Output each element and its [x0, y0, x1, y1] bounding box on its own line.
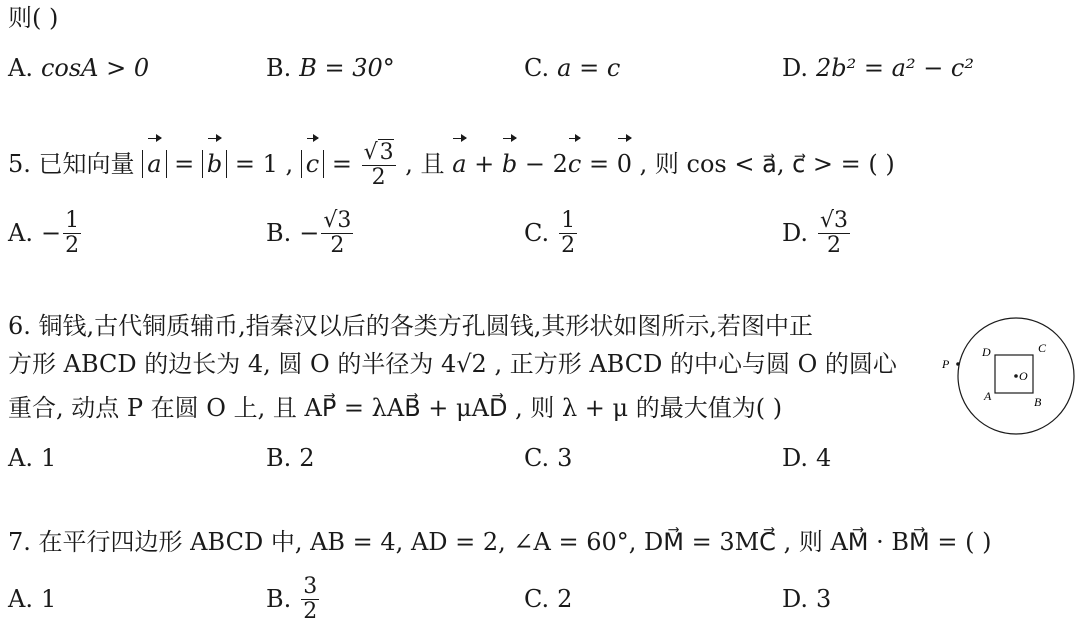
q5-stem-part-d: , 则 cos < a⃗, c⃗ > = ( )	[639, 150, 895, 178]
q5-stem-part-c: , 且	[405, 150, 445, 178]
q7-option-b[interactable]: B. $\frac{3}{2}$	[266, 573, 318, 624]
q6-stem-line-2: 方形 ABCD 的边长为 4, 圆 O 的半径为 4√2 , 正方形 ABCD 的中心与圆 O 的圆心	[8, 350, 897, 378]
q5-c-magnitude: $\frac{√3}{2}$	[363, 140, 394, 190]
label-a: A	[984, 389, 992, 403]
label-b: B	[1034, 395, 1042, 409]
label-p: P	[942, 357, 950, 371]
q5-options	[8, 207, 1068, 258]
q4-option-a[interactable]: A. cosA > 0	[8, 54, 150, 82]
q4-option-d[interactable]: D. 2b² = a² − c²	[782, 54, 974, 82]
coin-diagram	[942, 314, 1078, 438]
q7-option-c[interactable]: C. 2	[524, 585, 573, 613]
q4-option-c[interactable]: C. a = c	[524, 54, 621, 82]
q6-option-a[interactable]: A. 1	[8, 444, 57, 472]
q5-stem-part-a: 已知向量	[38, 150, 135, 178]
q5-stem: 5. 已知向量 a = b = 1 , c = $\frac{√3}{2}$ , 且 a + b − 2c = 0 , 则 cos < a⃗, c⃗ > = ( )	[8, 140, 895, 190]
q5-option-c[interactable]: C. $\frac{1}{2}$	[524, 207, 576, 258]
q6-stem-line-1: 6. 铜钱,古代铜质辅币,指秦汉以后的各类方孔圆钱,其形状如图所示,若图中正	[8, 312, 814, 340]
q5-option-b[interactable]: B. − $\frac{√3}{2}$	[266, 207, 352, 258]
q6-option-d[interactable]: D. 4	[782, 444, 832, 472]
q4-option-b[interactable]: B. B = 30°	[266, 54, 395, 82]
q7-options	[8, 573, 1068, 624]
q7-option-d[interactable]: D. 3	[782, 585, 832, 613]
q5-number: 5.	[8, 150, 31, 178]
q7-stem: 7. 在平行四边形 ABCD 中, AB = 4, AD = 2, ∠A = 60°, DM⃗ = 3MC⃗ , 则 AM⃗ · BM⃗ = ( )	[8, 528, 992, 556]
q7-option-a[interactable]: A. 1	[8, 585, 57, 613]
label-d: D	[982, 345, 991, 359]
q6-options	[8, 438, 1068, 478]
q6-option-c[interactable]: C. 3	[524, 444, 573, 472]
label-c: C	[1038, 341, 1047, 355]
center-point	[1014, 374, 1018, 378]
q6-option-b[interactable]: B. 2	[266, 444, 315, 472]
q4-stem-tail: 则( )	[8, 4, 59, 32]
q5-stem-part-b: = 1 ,	[234, 150, 294, 178]
q4-options	[8, 48, 1068, 88]
q5-option-a[interactable]: A. − $\frac{1}{2}$	[8, 207, 80, 258]
label-o: O	[1019, 369, 1028, 383]
q5-option-d[interactable]: D. $\frac{√3}{2}$	[782, 207, 849, 258]
point-p	[956, 362, 960, 366]
q6-stem-line-3: 重合, 动点 P 在圆 O 上, 且 AP⃗ = λAB⃗ + μAD⃗ , 则 λ + μ 的最大值为( )	[8, 394, 783, 422]
